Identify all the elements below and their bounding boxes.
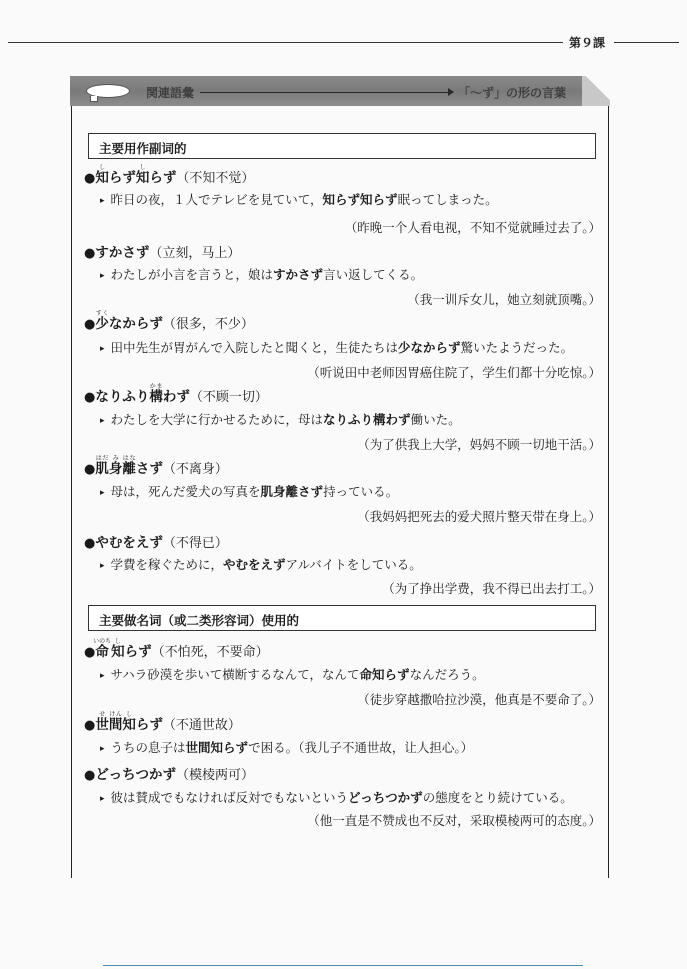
bullet-icon: ● [84,171,96,186]
frame-left-border [71,106,72,878]
triangle-bullet-icon: ▸ [100,794,105,804]
triangle-bullet-icon: ▸ [100,488,105,498]
example-sentence: ▸ 昨日の夜，１人でテレビを見ていて，知らず知らず眠ってしまった。 [100,192,498,207]
bullet-icon: ● [84,462,96,477]
vocab-term: 知しらず知しらず [95,164,177,186]
bullet-icon: ● [84,390,96,405]
translation: （我妈妈把死去的爱犬照片整天带在身上。） [357,509,601,524]
vocab-gloss: （不怕死，不要命） [151,645,269,660]
speech-bubble-tail-icon [90,96,98,102]
vocab-gloss: （不顾一切） [189,390,268,405]
example-sentence: ▸ サハラ砂漠を歩いて横断するなんて，なんて命知らずなんだろう。 [100,667,485,682]
vocab-gloss: （很多，不少） [162,317,254,332]
translation: （听说田中老师因胃癌住院了，学生们都十分吃惊。） [307,365,601,380]
arrow-right-icon [448,88,454,96]
triangle-bullet-icon: ▸ [100,271,105,281]
vocab-term: どっちつかず [95,767,176,783]
triangle-bullet-icon: ▸ [100,416,105,426]
vocab-entry [84,241,240,261]
bullet-icon: ● [84,768,96,783]
bullet-icon: ● [84,536,96,551]
example-sentence: ▸ 母は，死んだ愛犬の写真を肌身離さず持っている。 [100,484,399,499]
banner-right-label: 「～ず」の形の言葉 [458,86,567,100]
vocab-entry [84,164,254,186]
example-sentence: ▸ わたしを大学に行かせるために，母はなりふり構わず働いた。 [100,412,461,427]
vocab-gloss: （立刻，马上） [149,246,241,261]
translation: （他一直是不赞成也不反对，采取模棱两可的态度。） [307,813,601,828]
banner-connector-line [200,92,450,93]
header-rule-left [8,42,563,43]
bullet-icon: ● [84,645,96,660]
vocab-gloss: （不离身） [162,462,228,477]
example-sentence: ▸ 学費を稼ぐために，やむをえずアルバイトをしている。 [100,557,422,572]
vocab-term: すかさず [95,245,150,261]
vocab-term: 少すくなからず [95,310,163,332]
triangle-bullet-icon: ▸ [100,196,105,206]
vocab-term: やむをえず [95,535,163,551]
footer-rule [103,965,583,966]
example-sentence: ▸ 彼は賛成でもなければ反対でもないというどっちつかずの態度をとり続けている。 [100,790,573,805]
section-title-adverb: 主要用作副词的 [88,133,596,159]
vocab-gloss: （不通世故） [162,718,241,733]
example-sentence: ▸ わたしが小言を言うと，娘はすかさず言い返してくる。 [100,267,424,282]
vocab-entry [84,310,254,332]
vocab-gloss: （不得已） [162,536,228,551]
vocab-term: なりふり構かまわず [95,383,190,405]
vocab-entry [84,763,254,783]
vocab-term: 肌はだ身み離はなさず [95,455,163,477]
example-sentence: ▸ うちの息子は世間知らずで困る。（我儿子不通世故，让人担心。） [100,740,474,755]
vocab-entry [84,711,241,733]
banner-page-fold [582,76,610,106]
triangle-bullet-icon: ▸ [100,671,105,681]
vocab-entry [84,455,228,477]
vocab-term: 命いのち知しらず [93,638,152,660]
translation: （昨晚一个人看电视，不知不觉就睡过去了。） [344,220,601,235]
vocab-entry [84,383,268,405]
vocab-term: 世せ間けん知しらず [95,711,163,733]
frame-right-border [608,106,609,878]
banner-left-label: 関連語彙 [146,86,195,100]
triangle-bullet-icon: ▸ [100,344,105,354]
vocab-gloss: （模棱两可） [175,768,254,783]
bullet-icon: ● [84,246,96,261]
triangle-bullet-icon: ▸ [100,744,105,754]
triangle-bullet-icon: ▸ [100,561,105,571]
translation: （为了供我上大学，妈妈不顾一切地干活。） [357,437,601,452]
translation: （徒步穿越撒哈拉沙漠，他真是不要命了。） [357,692,601,707]
bullet-icon: ● [84,718,96,733]
header-rule-right [614,42,679,43]
translation: （我一训斥女儿，她立刻就顶嘴。） [407,292,601,307]
vocab-entry [84,638,269,660]
lesson-label: 第９課 [569,36,606,50]
example-sentence: ▸ 田中先生が胃がんで入院したと聞くと，生徒たちは少なからず驚いたようだった。 [100,340,574,355]
section-title-noun: 主要做名词（或二类形容词）使用的 [88,605,596,631]
bullet-icon: ● [84,317,96,332]
vocab-entry [84,531,228,551]
vocab-gloss: （不知不觉） [176,171,255,186]
translation: （为了挣出学费，我不得已出去打工。） [382,581,601,596]
